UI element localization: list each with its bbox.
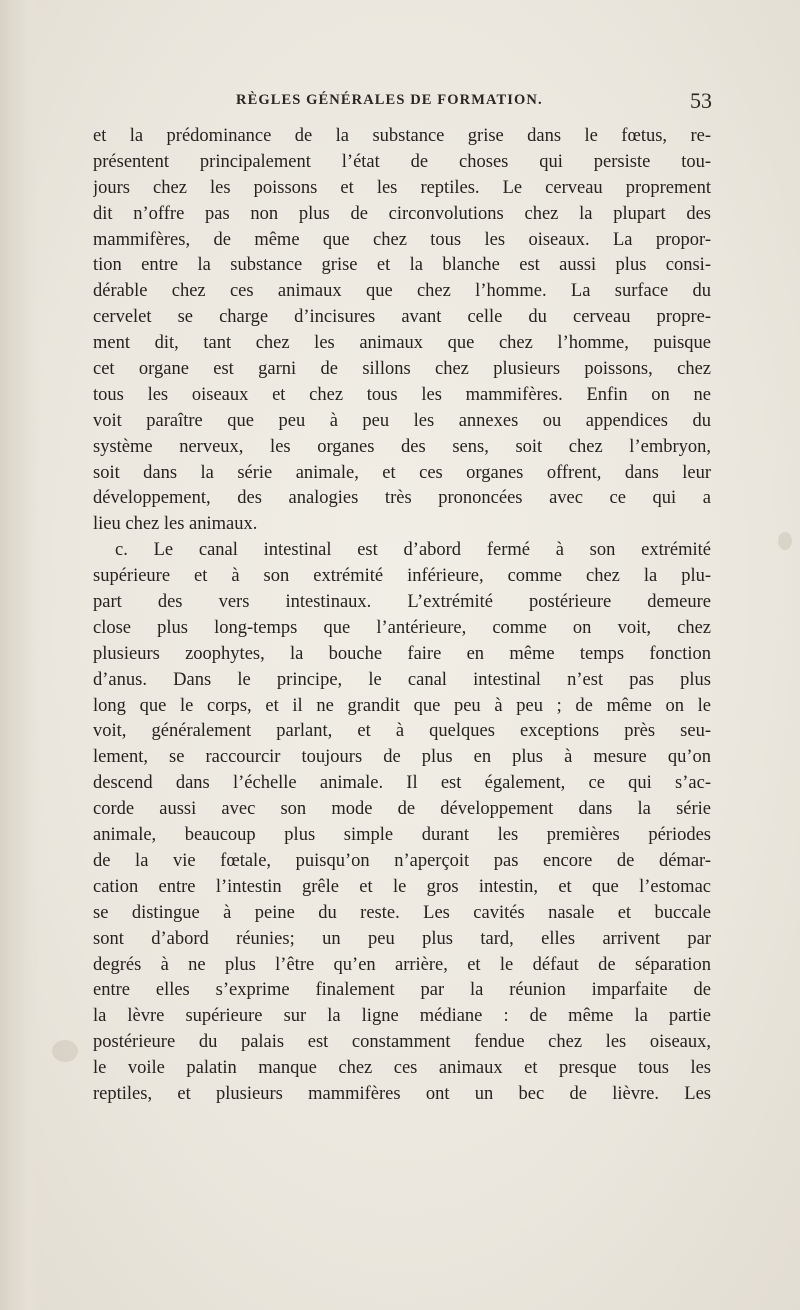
- running-head: RÈGLES GÉNÉRALES DE FORMATION.: [236, 92, 543, 108]
- page-gutter-shadow: [0, 0, 40, 1310]
- text-line: entre elles s’exprime finalement par la réunion imparfaite de: [93, 980, 711, 1001]
- text-line: postérieure du palais est constamment fendue chez les oiseaux,: [93, 1032, 711, 1053]
- text-line: dérable chez ces animaux que chez l’homme. La surface du: [93, 281, 711, 302]
- text-line: dit n’offre pas non plus de circonvolutions chez la plupart des: [93, 203, 711, 224]
- text-line: c. Le canal intestinal est d’abord fermé à son extrémité: [115, 540, 711, 561]
- text-line: close plus long-temps que l’antérieure, comme on voit, chez: [93, 617, 711, 638]
- paragraph-2: [93, 538, 711, 1108]
- text-line: tion entre la substance grise et la blanche est aussi plus consi-: [93, 255, 711, 276]
- text-line: voit paraître que peu à peu les annexes ou appendices du: [93, 410, 711, 431]
- text-line: cervelet se charge d’incisures avant celle du cerveau propre-: [93, 307, 711, 328]
- text-line: animale, beaucoup plus simple durant les premières périodes: [93, 825, 711, 846]
- text-line: voit, généralement parlant, et à quelques exceptions près seu-: [93, 721, 711, 742]
- text-line: ment dit, tant chez les animaux que chez l’homme, puisque: [93, 333, 711, 354]
- page-header: [236, 90, 712, 114]
- text-line: degrés à ne plus l’être qu’en arrière, et le défaut de séparation: [93, 954, 711, 975]
- paragraph-1: [93, 124, 711, 538]
- text-line: d’anus. Dans le principe, le canal intestinal n’est pas plus: [93, 669, 711, 690]
- text-line: cet organe est garni de sillons chez plusieurs poissons, chez: [93, 359, 711, 380]
- body-text: [93, 124, 711, 1108]
- text-line: tous les oiseaux et chez tous les mammifères. Enfin on ne: [93, 384, 711, 405]
- text-line: cation entre l’intestin grêle et le gros intestin, et que l’estomac: [93, 876, 711, 897]
- text-line: plusieurs zoophytes, la bouche faire en même temps fonction: [93, 643, 711, 664]
- text-line: la lèvre supérieure sur la ligne médiane : de même la partie: [93, 1006, 711, 1027]
- text-line: le voile palatin manque chez ces animaux et presque tous les: [93, 1058, 711, 1079]
- text-line: présentent principalement l’état de choses qui persiste tou-: [93, 151, 711, 172]
- text-line: lement, se raccourcir toujours de plus en plus à mesure qu’on: [93, 747, 711, 768]
- text-line: de la vie fœtale, puisqu’on n’aperçoit pas encore de démar-: [93, 850, 711, 871]
- text-line: reptiles, et plusieurs mammifères ont un bec de lièvre. Les: [93, 1083, 711, 1104]
- page-number: 53: [690, 88, 712, 113]
- text-line: se distingue à peine du reste. Les cavités nasale et buccale: [93, 902, 711, 923]
- paper-stain: [52, 1040, 78, 1062]
- text-line: sont d’abord réunies; un peu plus tard, elles arrivent par: [93, 928, 711, 949]
- text-line: descend dans l’échelle animale. Il est également, ce qui s’ac-: [93, 773, 711, 794]
- text-line: corde aussi avec son mode de développement dans la série: [93, 799, 711, 820]
- text-line: développement, des analogies très prononcées avec ce qui a: [93, 488, 711, 509]
- text-line: mammifères, de même que chez tous les oiseaux. La propor-: [93, 229, 711, 250]
- text-line: système nerveux, les organes des sens, soit chez l’embryon,: [93, 436, 711, 457]
- text-line: jours chez les poissons et les reptiles. Le cerveau proprement: [93, 177, 711, 198]
- text-line: long que le corps, et il ne grandit que peu à peu ; de même on le: [93, 695, 711, 716]
- text-line: soit dans la série animale, et ces organes offrent, dans leur: [93, 462, 711, 483]
- paper-stain: [778, 532, 792, 550]
- text-line: et la prédominance de la substance grise dans le fœtus, re-: [93, 126, 711, 146]
- text-line: supérieure et à son extrémité inférieure, comme chez la plu-: [93, 566, 711, 587]
- text-line: part des vers intestinaux. L’extrémité postérieure demeure: [93, 592, 711, 613]
- text-line: lieu chez les animaux.: [93, 514, 258, 535]
